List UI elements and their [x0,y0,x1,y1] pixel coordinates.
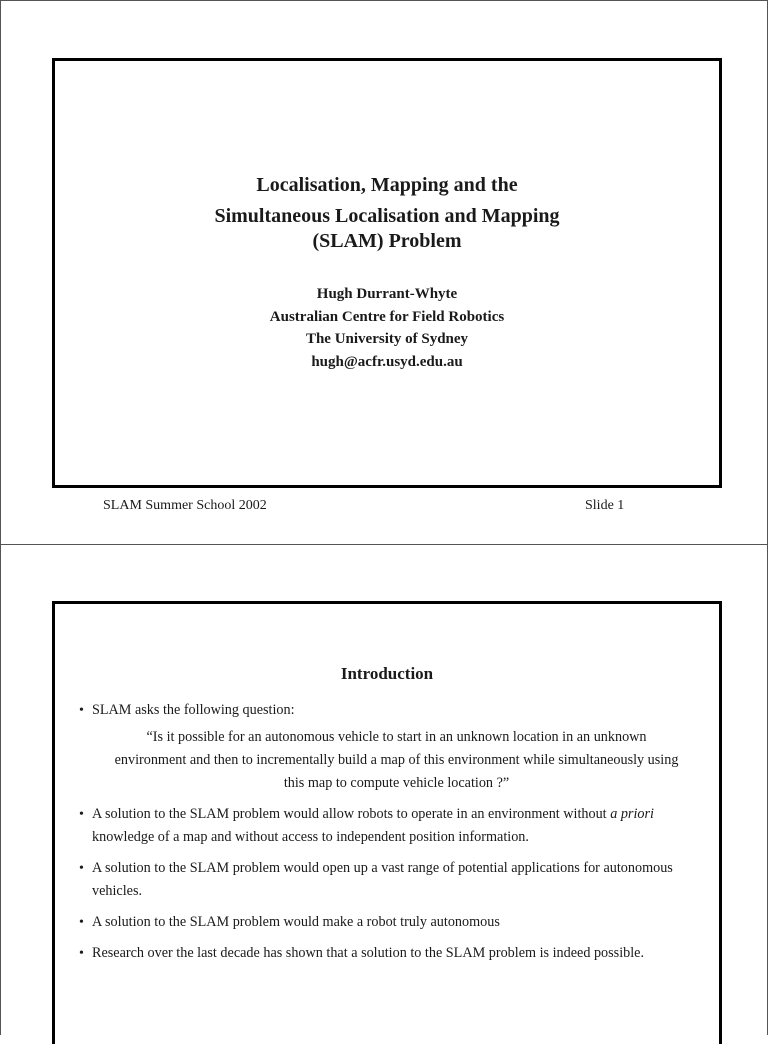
bullet-text: A solution to the SLAM problem would open up a vast range of potential applications for autonomous vehicles. [92,860,673,899]
slide-title [55,171,719,252]
bullet-text: A solution to the SLAM problem would make a robot truly autonomous [92,914,500,930]
footer-slide-number: Slide 1 [585,498,625,513]
bullet-mark: • [79,915,84,930]
footer-event: SLAM Summer School 2002 [103,498,267,513]
title-line-1: Localisation, Mapping and the [256,174,518,196]
intro-slide-frame [52,601,722,1044]
bullet-text-italic: a priori [610,806,654,822]
bullet-item [79,857,701,903]
author-affiliation: Australian Centre for Field Robotics [269,308,505,325]
bullet-item [79,911,701,934]
author-name: Hugh Durrant-Whyte [316,286,458,302]
title-line-3: (SLAM) Problem [312,230,462,252]
page-2 [0,544,768,1035]
question-quote [92,726,701,795]
bullet-text: knowledge of a map and without access to independent position information. [92,829,529,845]
slide-heading: Introduction [340,664,434,683]
bullet-mark: • [79,807,84,822]
author-email: hugh@acfr.usyd.edu.au [311,353,463,370]
quote-line: this map to compute vehicle location ?” [283,775,510,791]
title-line-2: Simultaneous Localisation and Mapping [214,205,560,227]
bullet-item [79,942,701,965]
slide-content [79,699,701,973]
bullet-mark: • [79,703,84,718]
bullet-item [79,699,701,722]
bullet-text: SLAM asks the following question: [92,702,295,718]
bullet-mark: • [79,861,84,876]
bullet-mark: • [79,946,84,961]
title-slide-frame [52,58,722,488]
author-university: The University of Sydney [305,331,469,347]
author-block [55,283,719,373]
bullet-text: A solution to the SLAM problem would allow robots to operate in an environment without [92,806,611,822]
quote-line: environment and then to incrementally build a map of this environment while simultaneously using [114,752,679,768]
quote-line: “Is it possible for an autonomous vehicle to start in an unknown location in an unknown [146,729,647,745]
bullet-text: Research over the last decade has shown that a solution to the SLAM problem is indeed possible. [92,945,645,961]
bullet-item [79,803,701,849]
